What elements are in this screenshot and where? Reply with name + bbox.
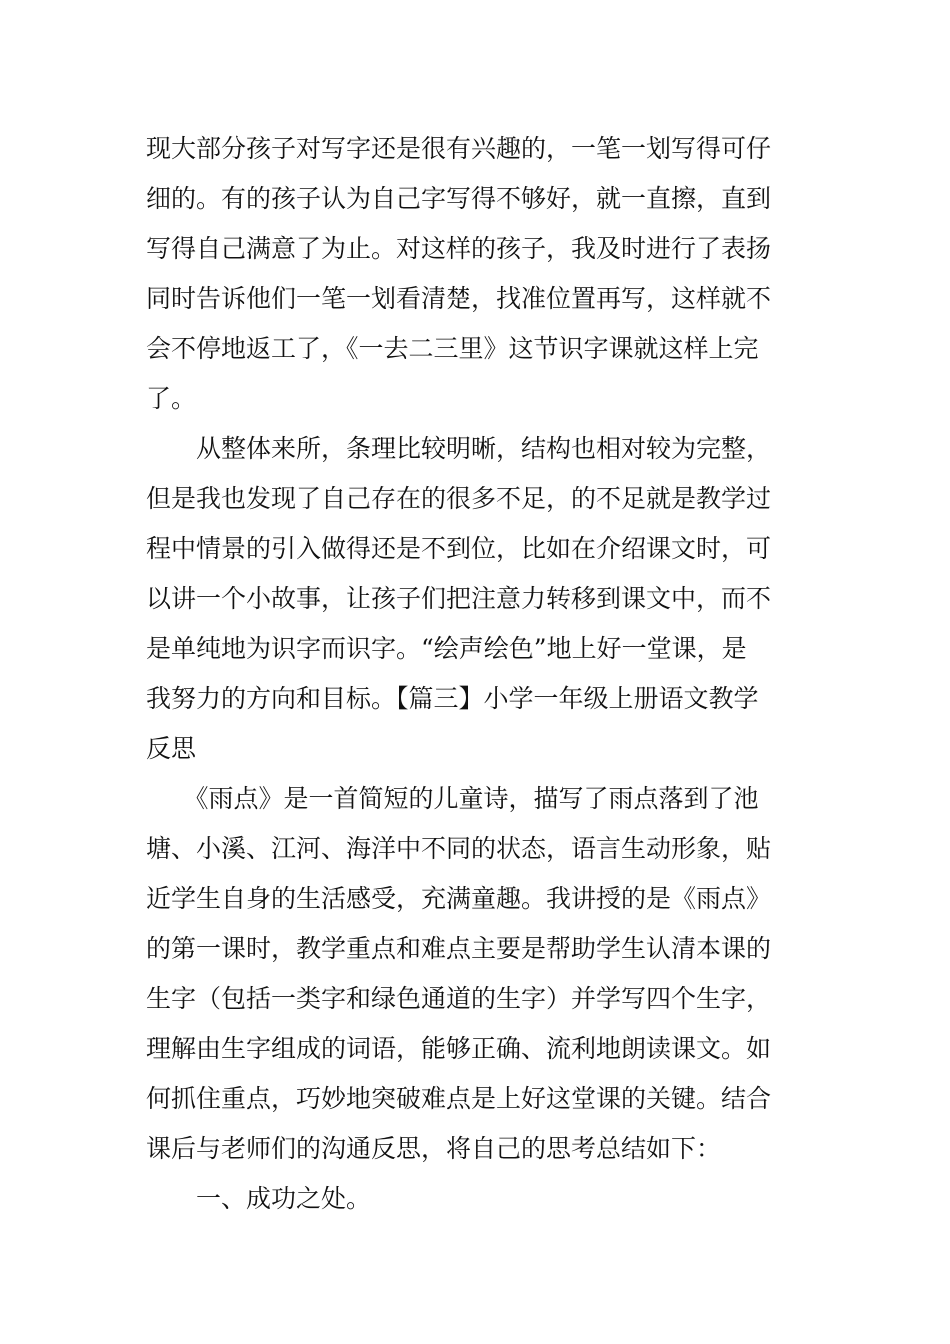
- text-line: 以讲一个小故事，让孩子们把注意力转移到课文中，而不: [146, 584, 772, 613]
- text-line: 我努力的方向和目标。【篇三】小学一年级上册语文教学: [146, 684, 759, 713]
- text-line: 何抓住重点，巧妙地突破难点是上好这堂课的关键。结合: [146, 1084, 772, 1113]
- text-line: 同时告诉他们一笔一划看清楚，找准位置再写，这样就不: [146, 284, 772, 313]
- text-line: 程中情景的引入做得还是不到位，比如在介绍课文时，可: [146, 534, 772, 563]
- text-line: 课后与老师们的沟通反思，将自己的思考总结如下：: [146, 1134, 722, 1163]
- text-line: 反思: [146, 734, 197, 763]
- text-line: 写得自己满意了为止。对这样的孩子，我及时进行了表扬: [146, 234, 772, 263]
- text-line: 细的。有的孩子认为自己字写得不够好，就一直擦，直到: [146, 184, 772, 213]
- text-line: 是单纯地为识字而识字。“绘声绘色”地上好一堂课，是: [146, 634, 747, 663]
- text-line: 近学生自身的生活感受，充满童趣。我讲授的是《雨点》: [146, 884, 772, 913]
- section-heading-line: 一、成功之处。: [146, 1184, 372, 1213]
- text-line: 理解由生字组成的词语，能够正确、流利地朗读课文。如: [146, 1034, 772, 1063]
- paragraph-start-line: 从整体来所，条理比较明晰，结构也相对较为完整，: [146, 434, 772, 463]
- paragraph-start-line: 《雨点》是一首简短的儿童诗，描写了雨点落到了池: [146, 784, 759, 813]
- text-line: 会不停地返工了，《一去二三里》这节识字课就这样上完: [146, 334, 759, 363]
- text-line: 的第一课时，教学重点和难点主要是帮助学生认清本课的: [146, 934, 772, 963]
- text-line: 现大部分孩子对写字还是很有兴趣的，一笔一划写得可仔: [146, 134, 772, 163]
- text-line: 但是我也发现了自己存在的很多不足，的不足就是教学过: [146, 484, 772, 513]
- text-line: 生字（包括一类字和绿色通道的生字）并学写四个生字，: [146, 984, 772, 1013]
- document-body: [146, 124, 808, 1224]
- text-line: 了。: [146, 384, 197, 413]
- text-line: 塘、小溪、江河、海洋中不同的状态，语言生动形象，贴: [146, 834, 772, 863]
